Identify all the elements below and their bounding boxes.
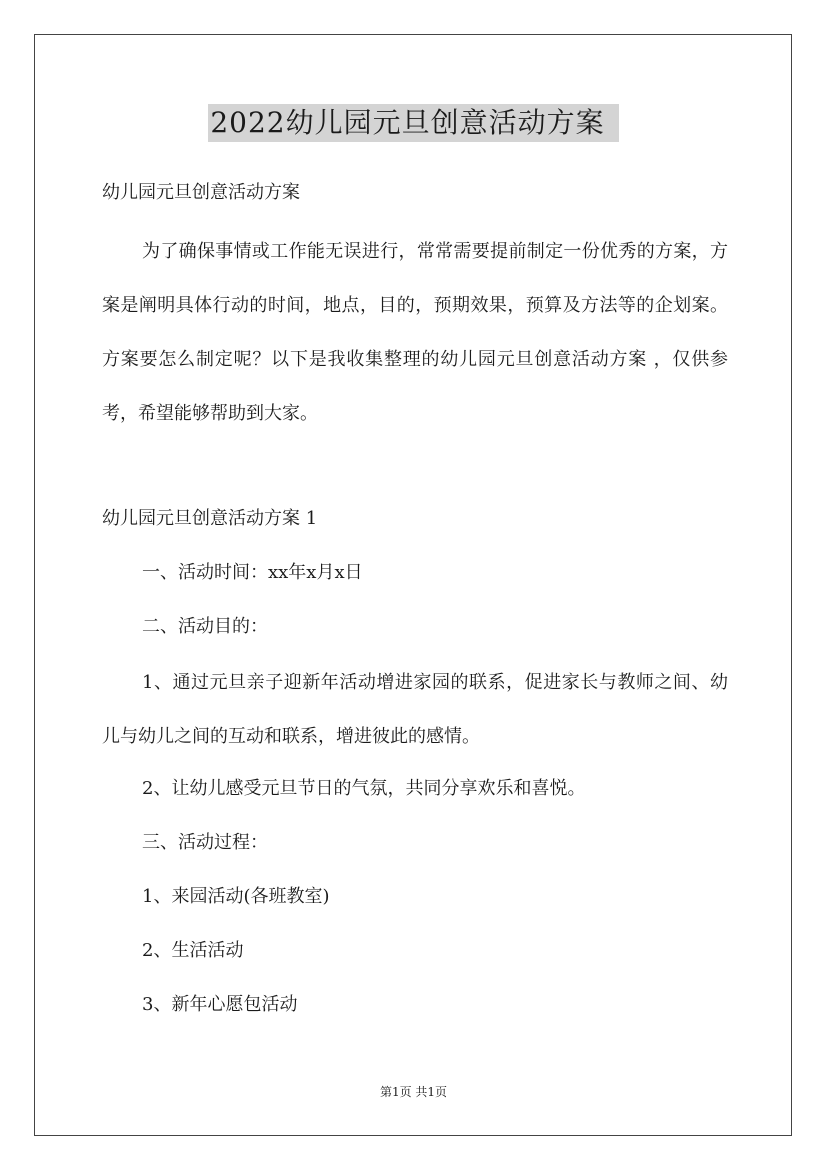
process-step-2: 2、生活活动	[142, 940, 244, 961]
process-step-1: 1、来园活动(各班教室)	[142, 886, 330, 907]
process-step-3: 3、新年心愿包活动	[142, 994, 298, 1015]
activity-process-item: 三、活动过程：	[142, 832, 268, 853]
goal-paragraph-2: 2、让幼儿感受元旦节日的气氛，共同分享欢乐和喜悦。	[142, 778, 586, 799]
intro-paragraph: 为了确保事情或工作能无误进行，常常需要提前制定一份优秀的方案，方案是阐明具体行动的时间，地点，目的，预期效果，预算及方法等的企划案。方案要怎么制定呢？以下是我收集整理的幼儿园元旦创意活动方案 ，仅供参考，希望能够帮助到大家。	[102, 241, 728, 424]
goal-paragraph-1: 1、通过元旦亲子迎新年活动增进家园的联系，促进家长与教师之间、幼儿与幼儿之间的互动和联系，增进彼此的感情。	[102, 672, 728, 747]
document-subtitle: 幼儿园元旦创意活动方案	[102, 182, 300, 203]
page-footer: 第1页 共1页	[379, 1085, 448, 1099]
activity-goal-item: 二、活动目的：	[142, 616, 268, 637]
document-title: 2022幼儿园元旦创意活动方案	[208, 104, 618, 142]
activity-time-item: 一、活动时间：xx年x月x日	[142, 562, 363, 583]
section-heading: 幼儿园元旦创意活动方案 1	[102, 508, 318, 529]
title-container	[0, 104, 827, 142]
